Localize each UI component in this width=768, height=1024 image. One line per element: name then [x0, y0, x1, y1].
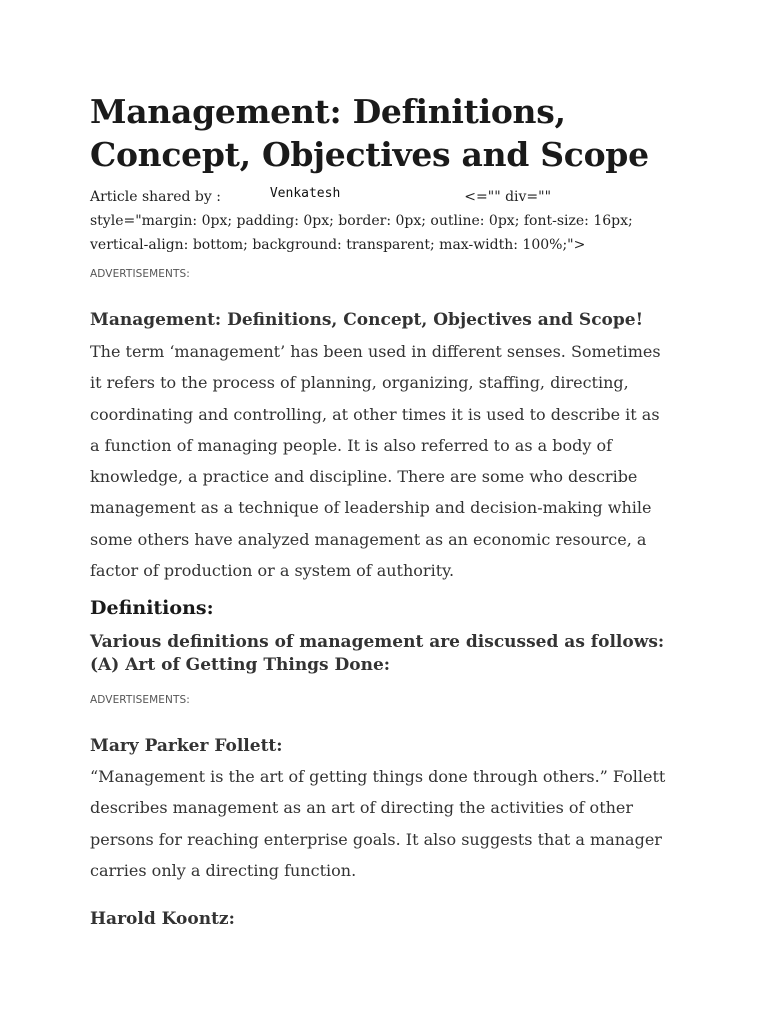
definitions-heading: Definitions: — [90, 597, 214, 619]
koontz-heading: Harold Koontz: — [90, 909, 235, 929]
art-of-getting-things-done-heading: (A) Art of Getting Things Done: — [90, 655, 391, 675]
advertisement-label: ADVERTISEMENTS: — [90, 694, 190, 706]
follett-heading: Mary Parker Follett: — [90, 736, 283, 756]
various-definitions-heading: Various definitions of management are discussed as follows: — [90, 632, 665, 652]
article-title: Management: Definitions, Concept, Objectives and Scope — [90, 92, 649, 174]
follett-paragraph: “Management is the art of getting things done through others.” Follett describes management as an art of directing the activities of other persons for reaching enterprise goals. It also suggests that a manager carries only a directing function. — [90, 767, 666, 880]
intro-heading: Management: Definitions, Concept, Objectives and Scope! — [90, 310, 644, 330]
intro-paragraph: The term ‘management’ has been used in different senses. Sometimes it refers to the process of planning, organizing, staffing, directing, coordinating and controlling, at other times it is used to describe it as a function of managing people. It is also referred to as a body of knowledge, a practice and discipline. There are some who describe management as a technique of leadership and decision-making while some others have analyzed management as an economic resource, a factor of production or a system of authority. — [90, 342, 661, 581]
author-link[interactable]: Venkatesh — [269, 186, 341, 201]
stray-markup-text: <="" div="" style="margin: 0px; padding: 0px; border: 0px; outline: 0px; font-size: 16px; vertical-align: bottom; background: transparent; max-width: 100%;"> — [90, 189, 633, 253]
advertisement-label: ADVERTISEMENTS: — [90, 268, 190, 280]
byline-label: Article shared by : — [90, 189, 221, 205]
byline — [90, 182, 650, 257]
